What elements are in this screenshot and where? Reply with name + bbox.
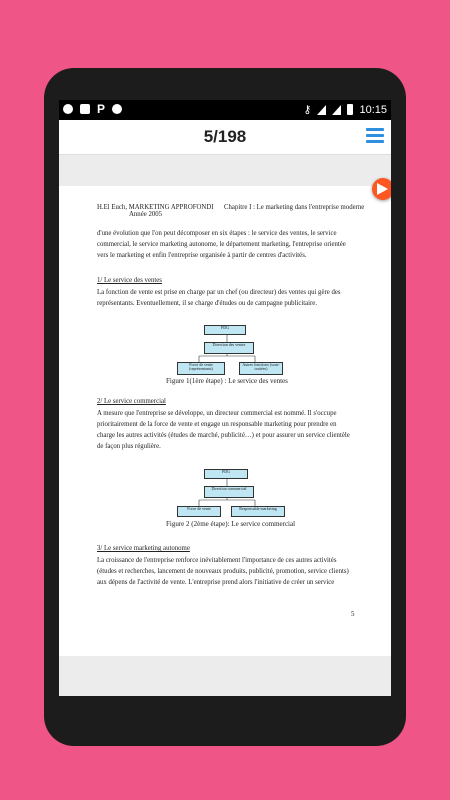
key-icon: ⚷ <box>303 104 312 116</box>
alarm-icon <box>112 104 122 114</box>
section-heading: 1/ Le service des ventes <box>97 277 162 284</box>
spotify-icon <box>63 104 73 114</box>
section-line: représentants. Eventuellement, il se charge d'études ou de campagne publicitaire. <box>97 300 318 307</box>
play-icon <box>377 183 388 195</box>
document-page <box>59 186 391 656</box>
figure-caption: Figure 2 (2ème étape): Le service commercial <box>166 520 296 528</box>
intro-line: d'une évolution que l'on peut décomposer en six étapes : le service des ventes, le service <box>97 230 337 237</box>
app-bar <box>59 120 391 155</box>
page-title: 5/198 <box>203 127 247 146</box>
status-bar <box>59 100 391 120</box>
figure-caption: Figure 1(1ère étape) : Le service des ventes <box>166 377 288 385</box>
menu-icon[interactable] <box>366 128 384 144</box>
org-box-pdg: PDG <box>204 469 248 479</box>
intro-line: vers le marketing et enfin l'entreprise organisée à partir de centres d'activités. <box>97 252 307 259</box>
section-heading: 3/ Le service marketing autonome <box>97 545 190 552</box>
org-box-left: Force de vente <box>177 506 221 517</box>
org-box-right: Autres fonctions (sous-traitées) <box>239 362 283 375</box>
intro-line: commercial, le service marketing autonome, le département marketing, l'entreprise orientée <box>97 241 346 248</box>
section-heading: 2/ Le service commercial <box>97 398 166 405</box>
org-box-left: Force de vente (représentants) <box>177 362 225 375</box>
status-time: 10:15 <box>359 103 387 116</box>
battery-icon <box>347 104 353 115</box>
signal-icon <box>332 105 341 115</box>
section-line: (études et recherches, lancement de nouveaux produits, publicité, promotion, service clients) <box>97 568 349 575</box>
section-line: aux dépens de l'activité de vente. L'entreprise prend alors l'initiative de créer un service <box>97 579 335 586</box>
section-line: La fonction de vente est prise en charge par un chef (ou directeur) des ventes qui gère des <box>97 289 341 296</box>
org-box-direction: Direction des ventes <box>204 342 254 354</box>
page-number: 5 <box>351 610 355 618</box>
screen <box>59 100 391 696</box>
org-box-direction: Direction commercial <box>204 486 254 498</box>
image-icon <box>80 104 90 114</box>
section-line: prioritairement de la force de vente et engage un responsable marketing pour prendre en <box>97 421 337 428</box>
p-icon: P <box>97 102 106 116</box>
section-line: charge les autres activités (études de marché, publicité…) et pour assurer un service clientèle <box>97 432 350 439</box>
doc-header-year: Année 2005 <box>129 211 163 218</box>
doc-header-left: H.El Euch, MARKETING APPROFONDI <box>97 204 214 211</box>
section-line: A mesure que l'entreprise se développe, un directeur commercial est nommé. Il s'occupe <box>97 410 337 417</box>
section-line: de façon plus régulière. <box>97 443 161 450</box>
org-box-pdg: PDG <box>204 325 246 335</box>
wifi-icon <box>317 105 326 115</box>
section-line: La croissance de l'entreprise renforce inévitablement l'importance de ces autres activités <box>97 557 337 564</box>
play-button[interactable] <box>372 178 391 200</box>
doc-header-right: Chapitre I : Le marketing dans l'entreprise moderne <box>224 204 365 211</box>
org-box-right: Responsable marketing <box>231 506 285 517</box>
